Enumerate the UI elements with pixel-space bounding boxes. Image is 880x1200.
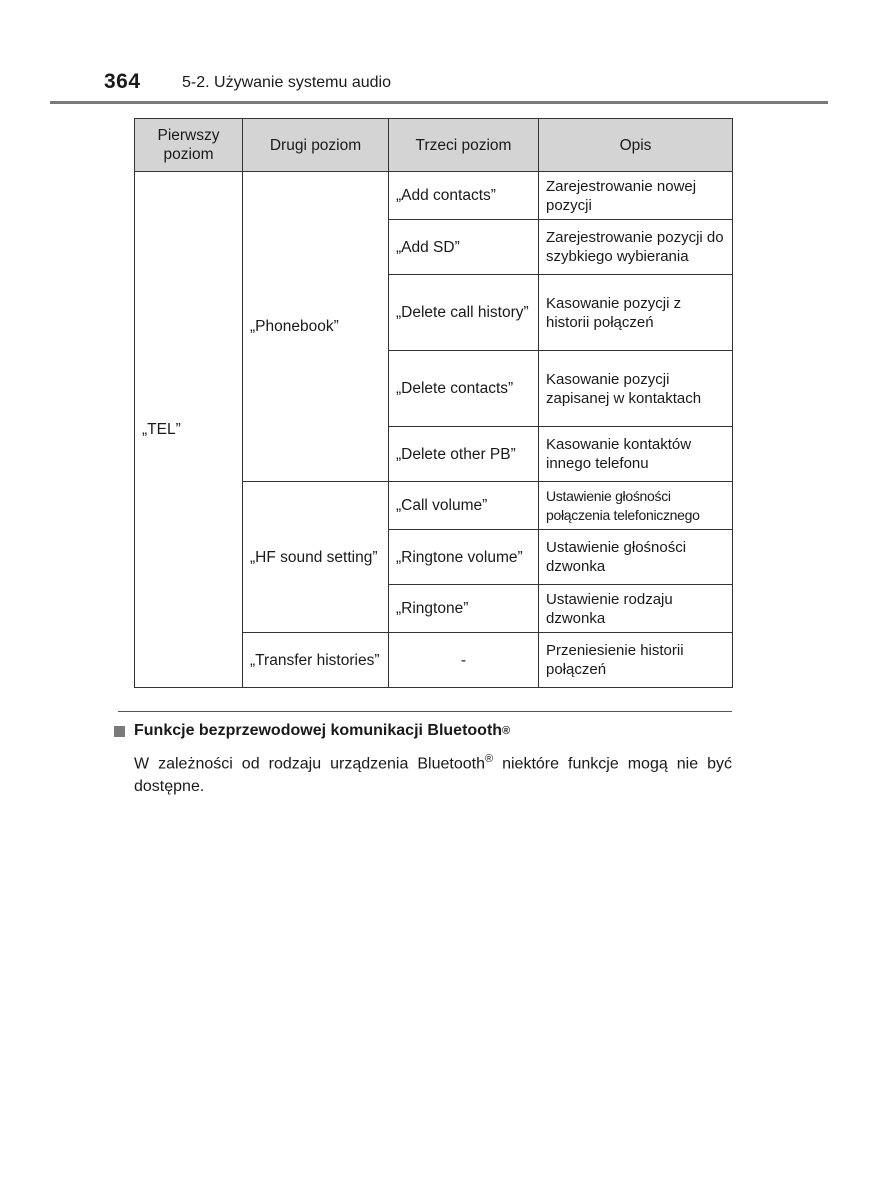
description-cell: Kasowanie kontaktów innego telefonu [539,427,733,482]
third-level-cell: „Delete other PB” [389,427,539,482]
column-header-third-level: Trzeci poziom [389,119,539,172]
menu-structure-table [134,118,733,688]
table-row [135,172,733,220]
description-cell: Kasowanie pozycji zapisanej w kontaktach [539,351,733,427]
registered-mark: ® [502,725,511,737]
third-level-cell: „Delete contacts” [389,351,539,427]
third-level-cell: „Add contacts” [389,172,539,220]
body-text-part1: W zależności od rodzaju urządzenia Bluetooth [134,755,485,773]
square-bullet-icon [114,726,125,737]
section-title: 5-2. Używanie systemu audio [182,74,391,91]
description-cell: Ustawienie głośności dzwonka [539,530,733,585]
heading-text: Funkcje bezprzewodowej komunikacji Bluetooth [134,722,503,739]
bluetooth-section-heading [114,722,510,740]
column-header-second-level: Drugi poziom [243,119,389,172]
third-level-cell: - [389,633,539,688]
description-cell: Przeniesienie historii połączeń [539,633,733,688]
third-level-cell: „Delete call history” [389,275,539,351]
bluetooth-section-body [134,748,732,798]
description-cell: Zarejestrowanie pozycji do szybkiego wybierania [539,220,733,275]
description-cell: Kasowanie pozycji z historii połączeń [539,275,733,351]
first-level-cell: „TEL” [135,172,243,688]
section-divider [118,711,732,712]
second-level-cell: „HF sound setting” [243,482,389,633]
column-header-description: Opis [539,119,733,172]
registered-mark: ® [484,753,494,765]
third-level-cell: „Ringtone volume” [389,530,539,585]
header-divider [50,101,828,104]
third-level-cell: „Call volume” [389,482,539,530]
table-header-row [135,119,733,172]
third-level-cell: „Add SD” [389,220,539,275]
page-number: 364 [104,70,141,93]
description-cell: Ustawienie głośności połączenia telefonicznego [539,482,733,530]
third-level-cell: „Ringtone” [389,585,539,633]
second-level-cell: „Phonebook” [243,172,389,482]
body-text-part2: niektóre funkcje mogą nie być dostępne. [134,755,733,796]
page-header [0,0,880,104]
description-cell: Zarejestrowanie nowej pozycji [539,172,733,220]
second-level-cell: „Transfer histories” [243,633,389,688]
column-header-first-level: Pierwszy poziom [135,119,243,172]
description-cell: Ustawienie rodzaju dzwonka [539,585,733,633]
